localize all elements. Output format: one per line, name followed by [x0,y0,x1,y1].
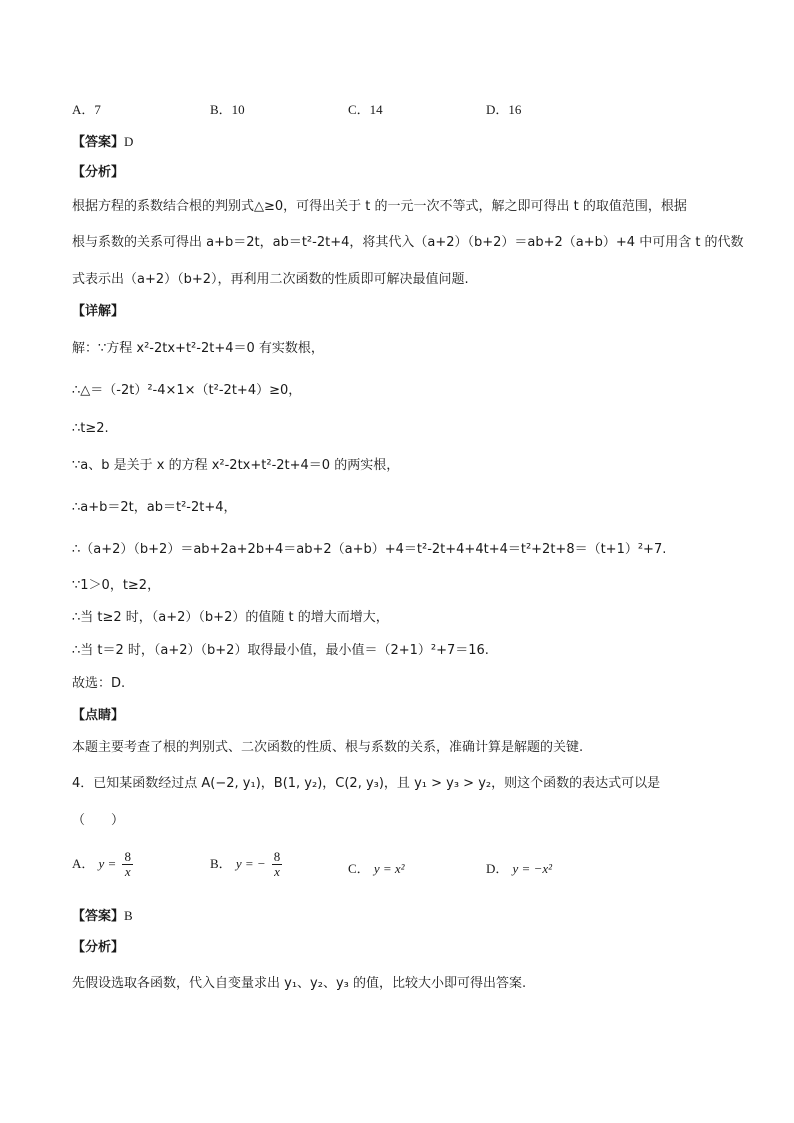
option-d: D．16 [486,102,522,117]
analysis-heading: 【分析】 [72,165,125,180]
q4-option-b-expr: y = − [235,856,266,871]
q4-option-a-fraction [122,850,133,879]
answer-value: D [124,134,134,149]
fraction-denominator: x [274,864,280,879]
q4-analysis-heading: 【分析】 [72,940,125,955]
answer-label: 【答案】 [72,135,125,150]
analysis-line-1: 根据方程的系数结合根的判别式△≥0，可得出关于 t 的一元一次不等式，解之即可得出 t 的取值范围，根据 [72,199,687,214]
q4-option-b-prefix: B． [210,856,232,871]
detail-line-1: 解：∵方程 x²-2tx+t²-2t+4＝0 有实数根， [72,341,324,356]
detail-line-5: ∴a+b＝2t，ab＝t²-2t+4， [72,500,237,515]
detail-line-3: ∴t≥2. [72,421,109,436]
detail-heading: 【详解】 [72,304,125,319]
q4-stem-line-1: 4．已知某函数经过点 A(−2, y₁)，B(1, y₂)，C(2, y₃)，且 y₁ > y₃ > y₂，则这个函数的表达式可以是 [72,776,661,791]
q4-answer-label: 【答案】 [72,909,125,924]
detail-line-2: ∴△＝（-2t）²-4×1×（t²-2t+4）≥0， [72,383,302,398]
q4-option-c-expr: y = x² [373,861,405,876]
detail-line-6: ∴（a+2）（b+2）＝ab+2a+2b+4＝ab+2（a+b）+4＝t²-2t+4+4t+4＝t²+2t+8＝（t+1）²+7. [72,542,667,557]
q4-option-a-expr: y = [98,856,117,871]
q4-option-a [72,850,135,879]
q4-option-d [486,860,552,879]
option-b: B．10 [210,102,245,117]
comment-text: 本题主要考查了根的判别式、二次函数的性质、根与系数的关系，准确计算是解题的关键. [72,740,584,755]
q4-answer-value: B [124,908,133,923]
q4-option-b-fraction [272,850,283,879]
detail-line-10: 故选：D. [72,676,126,691]
option-a: A．7 [72,102,101,117]
q4-option-d-prefix: D． [486,861,509,876]
fraction-numerator: 8 [124,849,131,864]
comment-heading: 【点睛】 [72,708,125,723]
detail-line-9: ∴当 t＝2 时，（a+2）（b+2）取得最小值，最小值＝（2+1）²+7＝16. [72,643,489,658]
detail-line-7: ∵1＞0，t≥2， [72,578,161,593]
q4-option-c-prefix: C． [348,861,370,876]
q4-option-d-expr: y = −x² [512,861,553,876]
q4-option-b [210,850,284,879]
q4-option-c [348,860,405,879]
q4-analysis-text: 先假设选取各函数，代入自变量求出 y₁、y₂、y₃ 的值，比较大小即可得出答案. [72,976,527,991]
detail-line-8: ∴当 t≥2 时，（a+2）（b+2）的值随 t 的增大而增大， [72,610,389,625]
answer-row [72,133,133,152]
option-c: C．14 [348,102,383,117]
analysis-line-2: 根与系数的关系可得出 a+b＝2t，ab＝t²-2t+4，将其代入（a+2）（b+2）＝ab+2（a+b）+4 中可用含 t 的代数 [72,235,744,250]
q4-answer-row [72,907,133,926]
analysis-line-3: 式表示出（a+2）（b+2），再利用二次函数的性质即可解决最值问题. [72,272,469,287]
fraction-denominator: x [124,864,131,879]
q4-option-a-prefix: A． [72,856,95,871]
detail-line-4: ∵a、b 是关于 x 的方程 x²-2tx+t²-2t+4＝0 的两实根， [72,458,400,473]
fraction-numerator: 8 [273,849,281,864]
q4-stem-line-2: （ ） [72,813,125,828]
